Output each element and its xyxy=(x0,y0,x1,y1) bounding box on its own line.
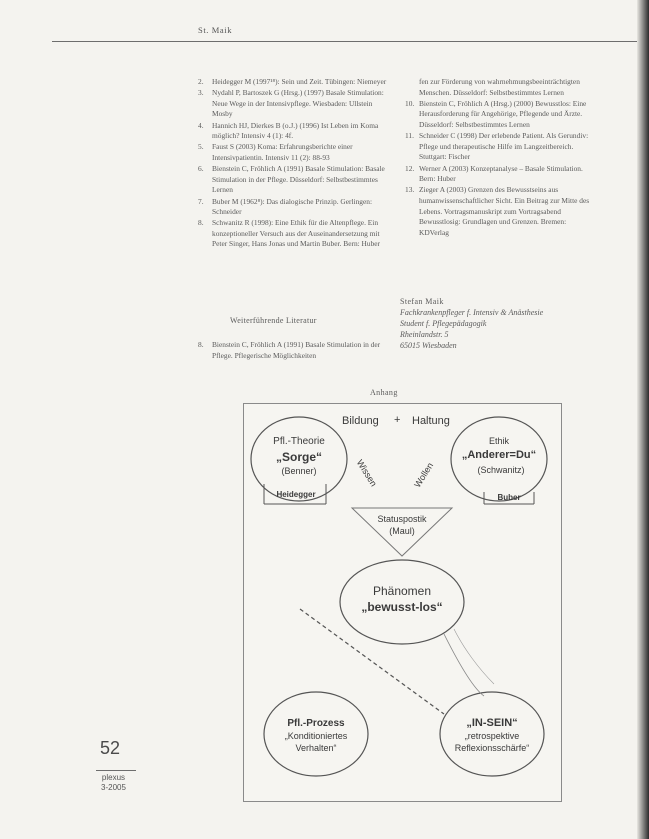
reference-number: 2. xyxy=(198,77,204,86)
theory-title: Pfl.-Theorie xyxy=(273,436,325,447)
flow-curve xyxy=(454,629,494,684)
process-line: Verhalten“ xyxy=(295,743,337,753)
reference-item xyxy=(405,77,595,98)
reference-number: 6. xyxy=(198,164,204,174)
reference-number: 13. xyxy=(405,185,415,195)
diagram-wollen: Wollen xyxy=(412,460,436,490)
reference-item xyxy=(198,142,393,163)
reference-text: Bienstein C, Fröhlich A (1991) Basale Stimulation: Basale Stimulation in der Pflege. Düsseldorf: Selbstbestimmtes Lernen xyxy=(212,164,385,195)
further-literature-heading: Weiterführende Literatur xyxy=(230,316,317,325)
reference-text: Schwanitz R (1998): Eine Ethik für die Altenpflege. Ein konzeptioneller Versuch aus der Auseinandersetzung mit Peter Singer, Hans Jonas und Martin Buber. Bern: Huber xyxy=(212,218,381,249)
page-number: 52 xyxy=(100,738,121,758)
diagram-bildung: Bildung xyxy=(342,415,379,427)
process-line: „Konditioniertes xyxy=(284,731,348,741)
reference-item xyxy=(405,131,595,163)
insein-line: Reflexionsschärfe“ xyxy=(454,743,530,753)
heidegger-label: Heidegger xyxy=(276,490,316,499)
reference-number: 12. xyxy=(405,163,415,173)
concept-diagram xyxy=(243,403,562,802)
reference-item xyxy=(198,121,393,142)
journal-title: plexus xyxy=(101,773,126,782)
references-left-column xyxy=(198,77,393,251)
reference-text: Faust S (2003) Koma: Erfahrungsberichte einer Intensivpatientin. Intensiv 11 (2): 88-93 xyxy=(212,142,353,162)
theory-sorge: „Sorge“ xyxy=(275,450,322,464)
ethics-author: (Schwanitz) xyxy=(477,465,525,475)
reference-text: Bienstein C, Fröhlich A (Hrsg.) (2000) Bewusstlos: Eine Herausforderung für Angehörige, Pflegende und Ärzte. Düsseldorf: Selbstbestimmtes Lernen xyxy=(419,98,587,129)
reference-text: Schneider C (1998) Der erlebende Patient. Als Gerundiv: Pflege und therapeutische Hilfe im Langzeitbereich. Stuttgart: Fischer xyxy=(419,131,589,162)
reference-item xyxy=(405,164,595,185)
theory-author: (Benner) xyxy=(281,466,317,476)
reference-number: 8. xyxy=(198,218,204,228)
reference-text: Werner A (2003) Konzeptanalyse – Basale Stimulation. Bern: Huber xyxy=(419,163,583,184)
reference-number: 11. xyxy=(405,131,414,141)
diagram-wissen: Wissen xyxy=(354,457,379,489)
ethics-other-you: „Anderer=Du“ xyxy=(461,449,537,461)
author-name: Stefan Maik xyxy=(400,297,444,306)
ethics-title: Ethik xyxy=(488,436,509,446)
author-line: Rheinlandstr. 5 xyxy=(400,330,449,339)
reference-text: Buber M (1962⁸): Das dialogische Prinzip. Gerlingen: Schneider xyxy=(212,196,373,217)
reference-item xyxy=(198,77,393,88)
reference-text: Nydahl P, Bartoszek G (Hrsg.) (1997) Basale Stimulation: Neue Wege in der Intensivpflege. Wiesbaden: Ullstein Mosby xyxy=(212,88,384,119)
phenomenon-bewusstlos: „bewusst-los“ xyxy=(361,600,443,614)
reference-item xyxy=(405,99,595,131)
reference-text: Bienstein C, Fröhlich A (1991) Basale Stimulation in der Pflege. Pflegerische Möglichkeiten xyxy=(212,340,381,360)
flow-curve xyxy=(444,634,484,696)
process-title: Pfl.-Prozess xyxy=(287,718,345,729)
reference-item xyxy=(198,197,393,218)
reference-item xyxy=(198,340,393,361)
insein-line: „retrospektive xyxy=(464,731,520,741)
insein-title: „IN-SEIN“ xyxy=(466,717,518,729)
buber-label: Buber xyxy=(497,493,521,502)
reference-item xyxy=(198,164,393,196)
appendix-heading: Anhang xyxy=(370,388,398,397)
statuspostik-author: (Maul) xyxy=(389,526,415,536)
reference-number: 7. xyxy=(198,196,204,206)
reference-text: Hannich HJ, Dierkes B (o.J.) (1996) Ist Leben im Koma möglich? Intensiv 4 (1): 4f. xyxy=(212,120,379,141)
author-address xyxy=(400,296,600,351)
reference-number xyxy=(405,77,419,98)
reference-number: 10. xyxy=(405,98,415,108)
reference-number: 4. xyxy=(198,120,204,130)
reference-item xyxy=(198,88,393,120)
reference-item xyxy=(405,185,595,238)
author-line: Fachkrankenpfleger f. Intensiv & Anästhesie xyxy=(400,308,544,317)
phenomenon-title: Phänomen xyxy=(372,584,432,598)
reference-text: Zieger A (2003) Grenzen des Bewusstseins aus humanwissenschaftlicher Sicht. Ein Beitrag zur Mitte des Lebens. Vortragsmanuskript zum Vortragsabend Bewusstlosig: Grundlagen und Grenzen. Bremen: KDVerlag xyxy=(419,185,590,237)
author-line: Student f. Pflegepädagogik xyxy=(400,319,487,328)
running-header: St. Maik xyxy=(198,25,233,35)
journal-issue: 3-2005 xyxy=(101,783,126,792)
reference-number: 8. xyxy=(198,340,204,349)
reference-number: 3. xyxy=(198,88,204,98)
further-literature-list xyxy=(198,340,393,362)
diagram-haltung: Haltung xyxy=(412,415,450,427)
reference-number: 5. xyxy=(198,142,204,152)
statuspostik-label: Statuspostik xyxy=(377,514,427,524)
reference-text: Heidegger M (1997¹⁸): Sein und Zeit. Tübingen: Niemeyer xyxy=(212,77,387,86)
author-line: 65015 Wiesbaden xyxy=(400,341,457,350)
reference-text: fen zur Förderung von wahrnehmungsbeeinträchtigten Menschen. Düsseldorf: Selbstbestimmtes Lernen xyxy=(419,77,580,97)
footer-rule xyxy=(96,770,136,771)
references-right-column xyxy=(405,77,595,239)
header-rule xyxy=(52,41,637,42)
scan-page-edge xyxy=(637,0,649,839)
dashed-connector xyxy=(300,609,444,714)
reference-item xyxy=(198,218,393,250)
journal-name xyxy=(101,773,126,793)
diagram-plus: + xyxy=(394,414,401,426)
